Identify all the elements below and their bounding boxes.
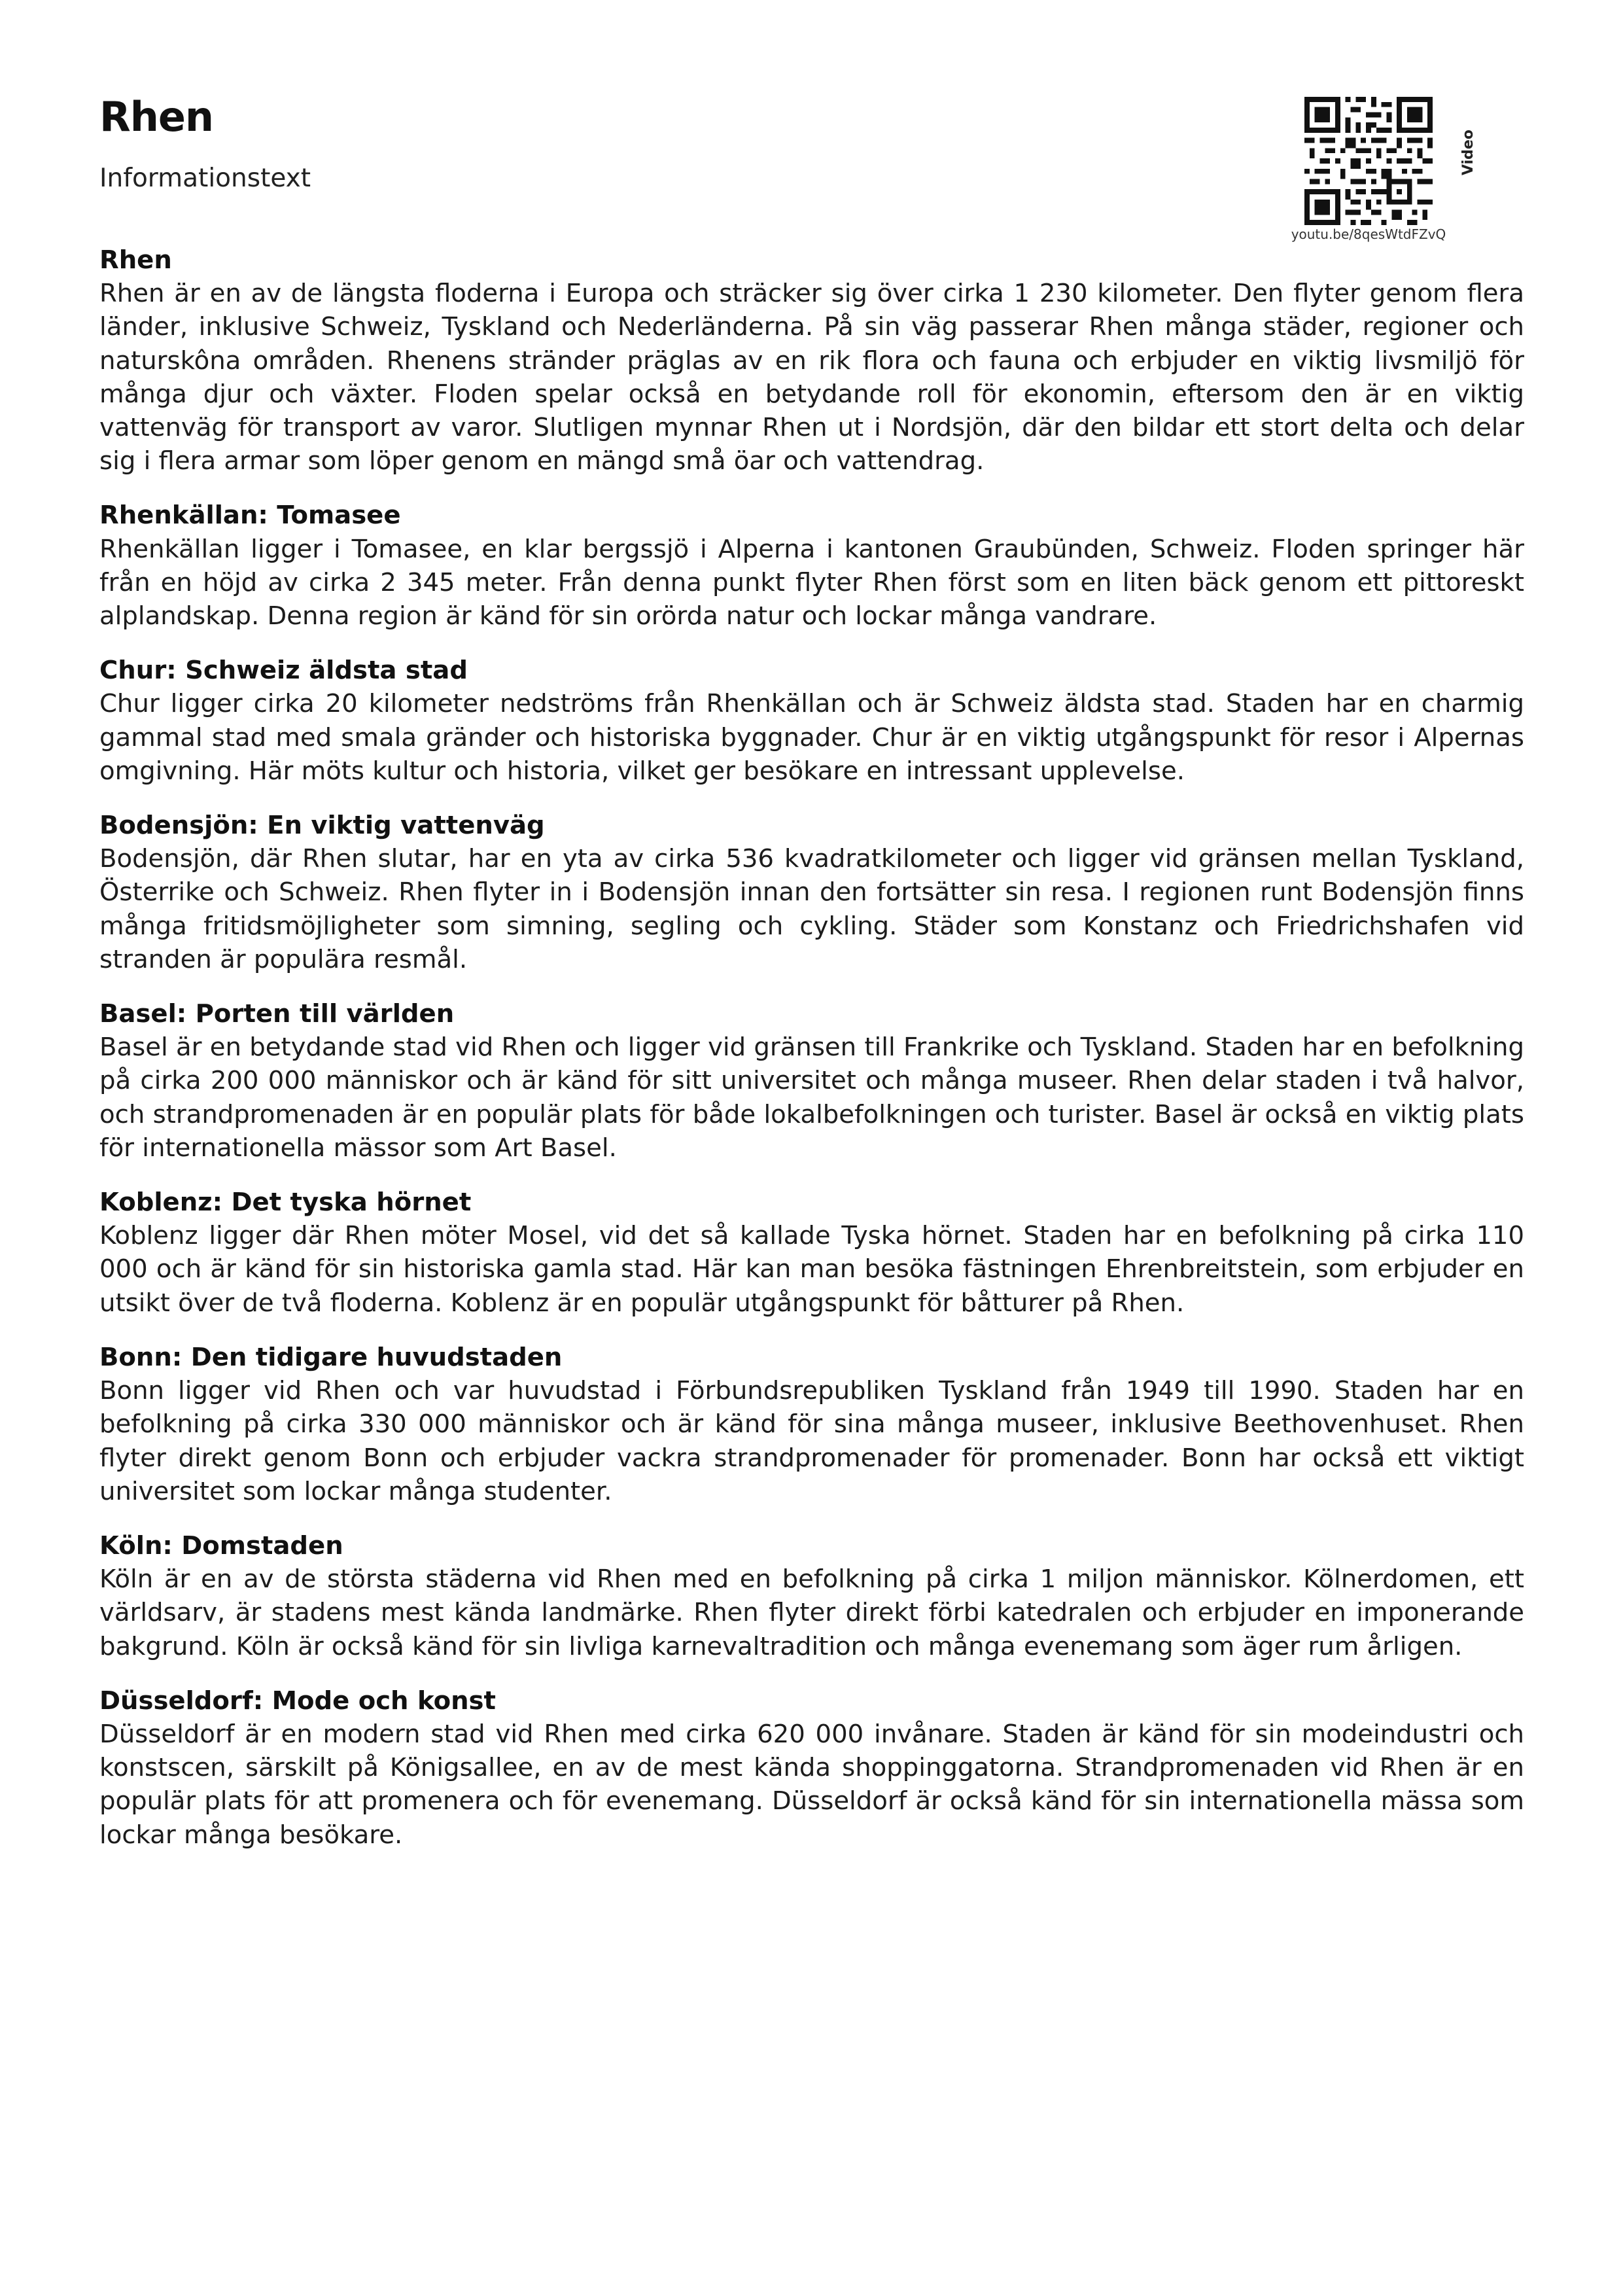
document-body <box>99 243 1524 1873</box>
section-heading: Bodensjön: En viktig vattenväg <box>99 811 545 841</box>
section-heading: Köln: Domstaden <box>99 1530 343 1561</box>
page-subtitle: Informationstext <box>99 164 311 193</box>
section-heading: Rhen <box>99 245 172 275</box>
section-heading: Bonn: Den tidigare huvudstaden <box>99 1342 563 1372</box>
qr-code-block[interactable] <box>1289 92 1459 242</box>
section-paragraph: Basel är en betydande stad vid Rhen och ligger vid gränsen till Frankrike och Tyskland. Staden har en befolkning på cirka 200 000 människor och är känd för sitt universitet och många museer. Rhen delar staden i två halvor, och strandpromenaden är en populär plats för både lokalbefolkningen och turister. Basel är också en viktig plats för internationella mässor som Art Basel. <box>99 1033 1524 1163</box>
section-paragraph: Köln är en av de största städerna vid Rhen med en befolkning på cirka 1 miljon människor. Kölnerdomen, ett världsarv, är stadens mest kända landmärke. Rhen flyter direkt förbi katedralen och erbjuder en imponerande bakgrund. Köln är också känd för sin livliga karnevaltradition och många evenemang som äger rum årligen. <box>99 1564 1524 1661</box>
section-paragraph: Chur ligger cirka 20 kilometer nedströms från Rhenkällan och är Schweiz äldsta stad. Staden har en charmig gammal stad med smala gränder och historiska byggnader. Chur är en viktig utgångspunkt för resor i Alpernas omgivning. Här möts kultur och historia, vilket ger besökare en intressant upplevelse. <box>99 689 1524 786</box>
section-bodensjon <box>99 809 1524 976</box>
section-koln <box>99 1529 1524 1663</box>
section-paragraph: Düsseldorf är en modern stad vid Rhen med cirka 620 000 invånare. Staden är känd för sin modeindustri och konstscen, särskilt på Königsallee, en av de mest kända shoppinggatorna. Strandpromenaden vid Rhen är en populär plats för att promenera och för evenemang. Düsseldorf är också känd för sin internationella mässa som lockar många besökare. <box>99 1719 1524 1850</box>
section-heading: Düsseldorf: Mode och konst <box>99 1686 496 1716</box>
section-heading: Rhenkällan: Tomasee <box>99 501 401 531</box>
section-heading: Basel: Porten till världen <box>99 999 455 1029</box>
section-koblenz <box>99 1186 1524 1320</box>
qr-link-caption[interactable]: youtu.be/8qesWtdFZvQ <box>1291 226 1446 242</box>
section-heading: Koblenz: Det tyska hörnet <box>99 1188 472 1218</box>
page-title: Rhen <box>99 93 214 141</box>
qr-video-label: Video <box>1460 130 1476 175</box>
section-paragraph: Koblenz ligger där Rhen möter Mosel, vid det så kallade Tyska hörnet. Staden har en befolkning på cirka 110 000 och är känd för sin historiska gamla stad. Här kan man besöka fästningen Ehrenbreitstein, som erbjuder en utsikt över de två floderna. Koblenz är en populär utgångspunkt för båtturer på Rhen. <box>99 1221 1524 1318</box>
section-dusseldorf <box>99 1684 1524 1852</box>
section-chur <box>99 654 1524 788</box>
section-paragraph: Rhen är en av de längsta floderna i Europa och sträcker sig över cirka 1 230 kilometer. Den flyter genom flera länder, inklusive Schweiz, Tyskland och Nederländerna. På sin väg passerar Rhen många städer, regioner och naturskôna områden. Rhenens stränder präglas av en rik flora och fauna och erbjuder en viktig livsmiljö för många djur och växter. Floden spelar också en betydande roll för ekonomin, eftersom den är en viktig vattenväg för transport av varor. Slutligen mynnar Rhen ut i Nordsjön, där den bildar ett stort delta och delar sig i flera armar som löper genom en mängd små öar och vattendrag. <box>99 279 1524 476</box>
section-rhenkallan <box>99 499 1524 633</box>
section-paragraph: Bodensjön, där Rhen slutar, har en yta av cirka 536 kvadratkilometer och ligger vid gränsen mellan Tyskland, Österrike och Schweiz. Rhen flyter in i Bodensjön innan den fortsätter sin resa. I regionen runt Bodensjön finns många fritidsmöjligheter som simning, segling och cykling. Städer som Konstanz och Friedrichshafen vid stranden är populära resmål. <box>99 844 1524 974</box>
qr-code-icon[interactable] <box>1304 97 1433 225</box>
section-heading: Chur: Schweiz äldsta stad <box>99 656 468 686</box>
section-bonn <box>99 1341 1524 1508</box>
section-paragraph: Rhenkällan ligger i Tomasee, en klar bergssjö i Alperna i kantonen Graubünden, Schweiz. Floden springer här från en höjd av cirka 2 345 meter. Från denna punkt flyter Rhen först som en liten bäck genom ett pittoreskt alplandskap. Denna region är känd för sin orörda natur och lockar många vandrare. <box>99 534 1524 631</box>
section-paragraph: Bonn ligger vid Rhen och var huvudstad i Förbundsrepubliken Tyskland från 1949 till 1990. Staden har en befolkning på cirka 330 000 människor och är känd för sina många museer, inklusive Beethovenhuset. Rhen flyter direkt genom Bonn och erbjuder vackra strandpromenader för promenader. Bonn har också ett viktigt universitet som lockar många studenter. <box>99 1376 1524 1506</box>
section-rhen <box>99 243 1524 478</box>
section-basel <box>99 997 1524 1165</box>
